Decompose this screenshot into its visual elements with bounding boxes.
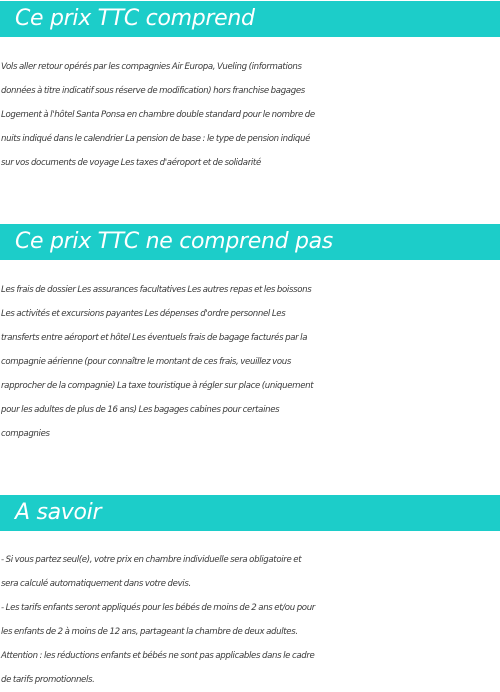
- text-line: Les frais de dossier Les assurances facultatives Les autres repas et les boissons: [1, 285, 312, 295]
- text-line: Attention : les réductions enfants et bébés ne sont pas applicables dans le cadre: [1, 651, 315, 661]
- text-line: rapprocher de la compagnie) La taxe touristique à régler sur place (uniquement: [1, 381, 314, 391]
- text-line: sera calculé automatiquement dans votre devis.: [1, 579, 191, 589]
- section-body-includes: [1, 55, 500, 175]
- section-body-good-to-know: [1, 548, 500, 692]
- text-line: Vols aller retour opérés par les compagnies Air Europa, Vueling (informations: [1, 62, 302, 72]
- section-title-excludes: Ce prix TTC ne comprend pas: [0, 224, 500, 260]
- text-line: de tarifs promotionnels.: [1, 675, 95, 685]
- text-line: compagnie aérienne (pour connaître le montant de ces frais, veuillez vous: [1, 357, 292, 367]
- text-line: Les activités et excursions payantes Les dépenses d'ordre personnel Les: [1, 309, 286, 319]
- text-line: pour les adultes de plus de 16 ans) Les bagages cabines pour certaines: [1, 405, 280, 415]
- section-title-good-to-know: A savoir: [0, 495, 500, 531]
- text-line: données à titre indicatif sous réserve de modification) hors franchise bagages: [1, 86, 305, 96]
- text-line: Logement à l'hôtel Santa Ponsa en chambre double standard pour le nombre de: [1, 110, 315, 120]
- section-body-excludes: [1, 278, 500, 446]
- text-line: les enfants de 2 à moins de 12 ans, partageant la chambre de deux adultes.: [1, 627, 298, 637]
- text-line: transferts entre aéroport et hôtel Les éventuels frais de bagage facturés par la: [1, 333, 308, 343]
- text-line: - Les tarifs enfants seront appliqués pour les bébés de moins de 2 ans et/ou pour: [1, 603, 315, 613]
- text-line: nuits indiqué dans le calendrier La pension de base : le type de pension indiqué: [1, 134, 311, 144]
- text-line: sur vos documents de voyage Les taxes d'aéroport et de solidarité: [1, 158, 261, 168]
- text-line: - Si vous partez seul(e), votre prix en chambre individuelle sera obligatoire et: [1, 555, 302, 565]
- section-title-includes: Ce prix TTC comprend: [0, 1, 500, 37]
- text-line: compagnies: [1, 429, 50, 439]
